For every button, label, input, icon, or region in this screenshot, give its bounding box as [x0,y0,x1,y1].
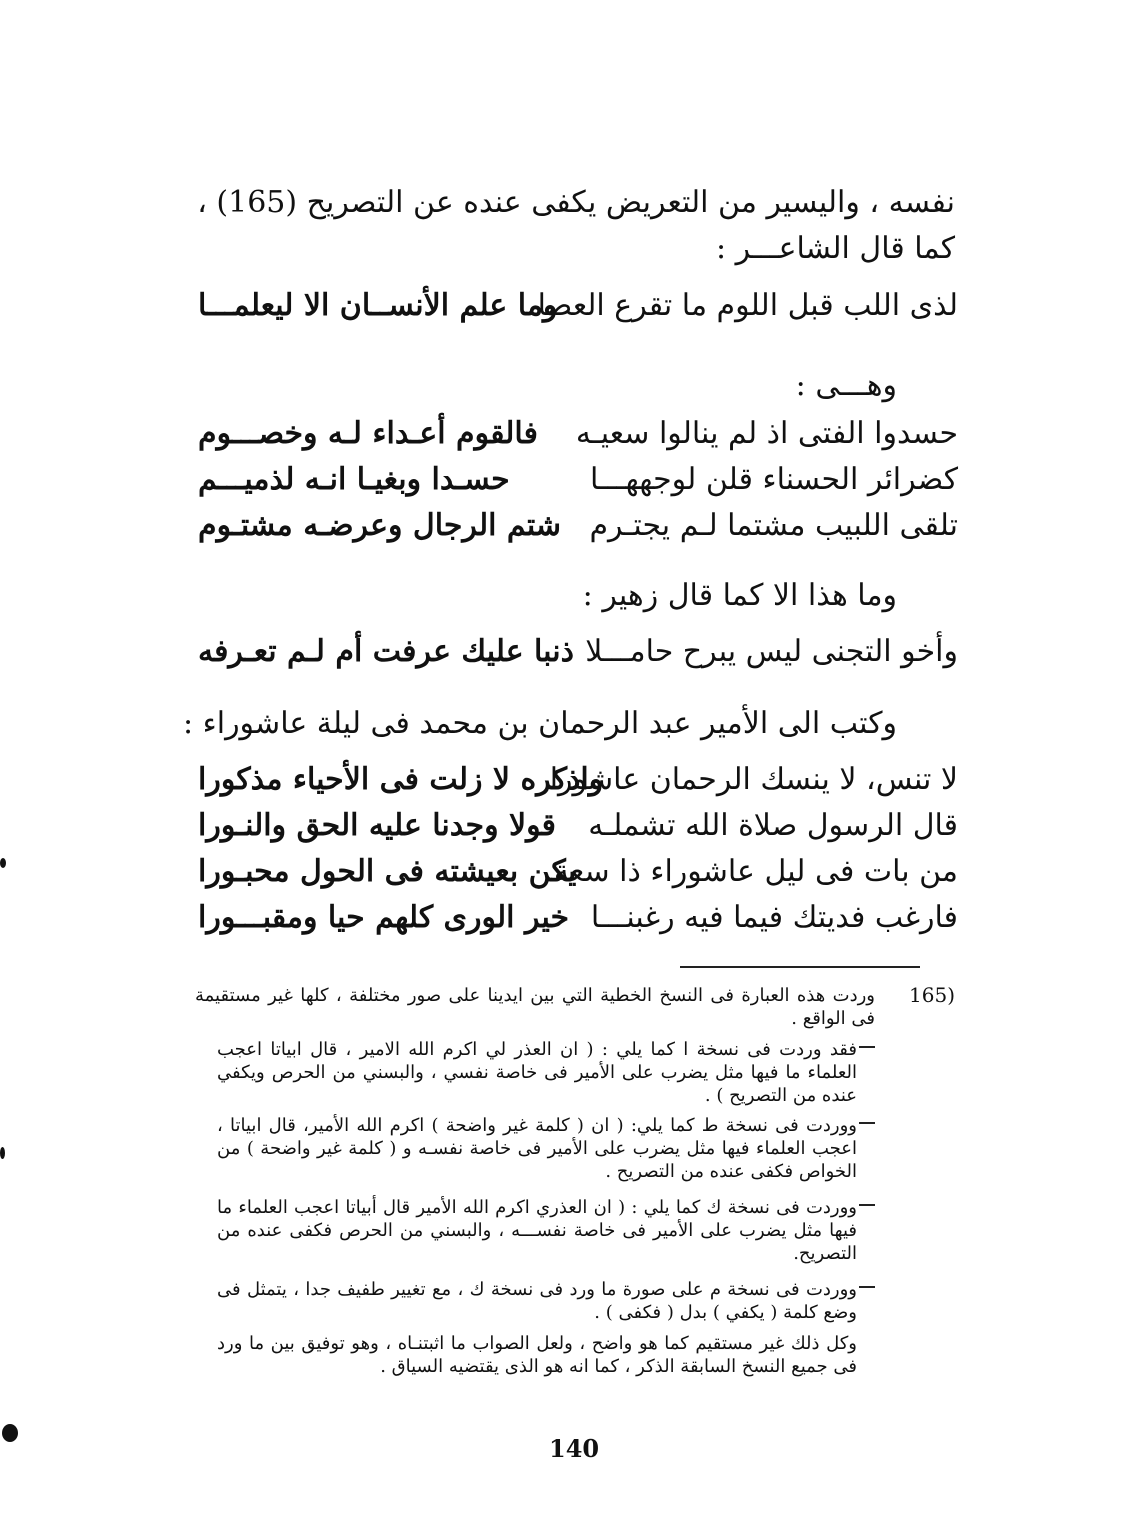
footnote-item-text: فقد وردت فى نسخة ا كما يلي : ( ان العذر لي اكرم الله الامير ، قال ابياتا اعجب العلماء ما فيها مثل يضرب على الأمير فى خاصة نفسي ، والبسني من الحرص ويكفي عنده من التصريح ) . [217,1039,857,1106]
dash-marker [859,1204,875,1206]
intro-paragraph: نفسه ، واليسير من التعريض يكفى عنده عن التصريح (165) ، كما قال الشاعـــر : [197,185,955,266]
verse-line [198,288,958,334]
verse-line [198,854,958,900]
verse-second-hemistich: حسـدا وبغيـا انـه لذميـــم [198,462,510,497]
verse-first-hemistich: لا تنس، لا ينسك الرحمان عاشورا [549,762,958,797]
verse-line [198,462,958,508]
verse-lead-line: وما هذا الا كما قال زهير : [582,578,897,613]
verse-line [198,762,958,808]
verse-first-hemistich: وأخو التجنى ليس يبرح حامـــلا [585,634,958,669]
verse-line [198,634,958,680]
verse-second-hemistich: واذكره لا زلت فى الأحياء مذكورا [198,762,604,797]
verse-second-hemistich: خير الورى كلهم حيا ومقبـــورا [198,900,570,935]
footnote-closing-text: وكل ذلك غير مستقيم كما هو واضح ، ولعل الصواب ما اثبتنـاه ، وهو توفيق بين ما ورد فى جميع النسخ السابقة الذكر ، كما انه هو الذى يقتضيه السياق . [217,1333,857,1377]
verse-second-hemistich: قولا وجدنا عليه الحق والنـورا [198,808,556,843]
verse-lead-line: وكتب الى الأمير عبد الرحمان بن محمد فى ليلة عاشوراء : [182,706,897,741]
verse-first-hemistich: حسدوا الفتى اذ لم ينالوا سعيـه [575,416,958,451]
verse-first-hemistich: قال الرسول صلاة الله تشملـه [588,808,958,843]
verse-lead-line: وهـــى : [795,368,897,403]
verse-line [198,508,958,554]
footnote-item-text: ووردت فى نسخة ك كما يلي : ( ان العذري اكرم الله الأمير قال أبياتا اعجب العلماء ما فيها مثل يضرب على الأمير فى خاصة نفســـه ، والبسني من الحرص فكفى عنده من التصريح. [217,1197,857,1264]
verse-first-hemistich: من بات فى ليل عاشوراء ذا سعة [553,854,958,889]
verse-second-hemistich: وما علم الأنســان الا ليعلمـــا [198,288,558,323]
footnote-text: وردت هذه العبارة فى النسخ الخطية التي بين ايدينا على صور مختلفة ، كلها غير مستقيمة فى الواقع . [195,985,875,1029]
verse-line [198,416,958,462]
scan-speck [0,858,6,868]
page-number: 140 [549,1434,600,1463]
verse-first-hemistich: فارغب فديتك فيما فيه رغبنـــا [590,900,958,935]
dash-marker [859,1286,875,1288]
footnote-number: 165) [909,983,955,1007]
verse-second-hemistich: فالقوم أعـداء لـه وخصـــوم [198,416,538,451]
footnote-item [195,1114,955,1186]
verse-second-hemistich: يكن بعيشته فى الحول محبـورا [198,854,577,889]
verse-second-hemistich: شتم الرجال وعرضـه مشتـوم [198,508,562,543]
verse-second-hemistich: ذنبا عليك عرفت أم لـم تعـرفه [198,634,574,669]
verse-first-hemistich: لذى اللب قبل اللوم ما تقرع العصا [537,288,958,323]
verse-first-hemistich: تلقى اللبيب مشتما لـم يجتـرم [589,508,958,543]
verse-line [198,900,958,946]
footnote-item [195,1196,955,1268]
dash-marker [859,1122,875,1124]
footnote [195,984,955,1034]
scan-speck [0,1147,5,1159]
footnote-item [195,1038,955,1110]
dash-marker [859,1046,875,1048]
footnote-item [195,1278,955,1328]
verse-first-hemistich: كضرائر الحسناء قلن لوجههـــا [589,462,958,497]
verse-line [198,808,958,854]
footnote-closing [195,1332,955,1406]
footnote-separator [680,966,920,968]
footnote-item-text: ووردت فى نسخة م على صورة ما ورد فى نسخة ك ، مع تغيير طفيف جدا ، يتمثل فى وضع كلمة ( يكفي ) بدل ( فكفى ) . [217,1279,857,1323]
scan-speck [2,1424,18,1442]
footnote-item-text: ووردت فى نسخة ط كما يلي: ( ان ( كلمة غير واضحة ) اكرم الله الأمير، قال ابياتا ، اعجب العلماء فيها مثل يضرب على الأمير فى خاصة نفسـه و ( كلمة غير واضحة ) من الخواص فكفى عنده من التصريح . [217,1115,857,1182]
